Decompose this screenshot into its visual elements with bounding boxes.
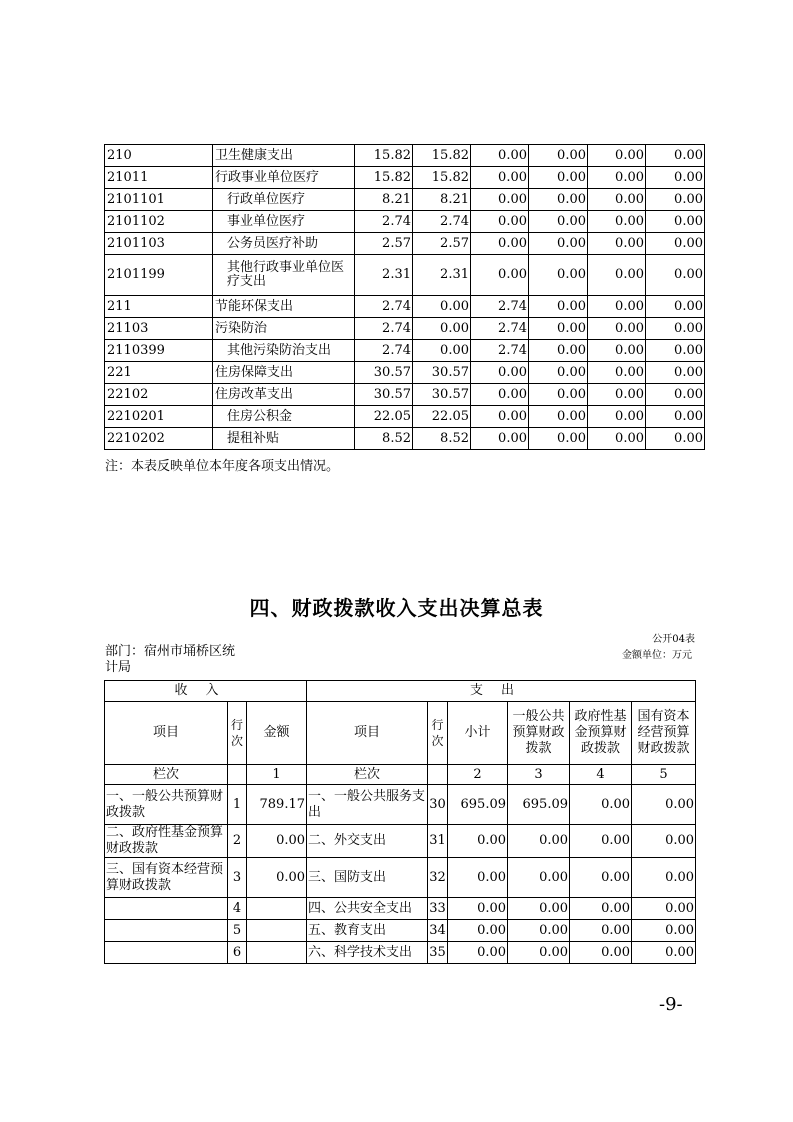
table-row [105,255,705,296]
amount-cell: 2.74 [355,296,413,318]
income-amount: 0.00 [247,858,307,898]
department-label: 部门：宿州市埇桥区统计局 [105,644,236,675]
amount-cell: 22.05 [355,406,413,428]
form-number: 公开04表 [652,634,695,645]
expense-amount: 0.00 [570,898,632,920]
table-row [105,296,705,318]
expense-line-no: 33 [428,898,448,920]
amount-header: 金额 [247,702,307,765]
table-row [105,898,696,920]
income-item: 二、政府性基金预算财政拨款 [105,825,228,858]
income-line-no: 3 [228,858,247,898]
account-name: 提租补贴 [213,428,355,450]
income-item [105,920,228,942]
general-budget-header: 一般公共预算财政拨款 [508,702,570,765]
amount-cell: 0.00 [413,340,471,362]
amount-cell: 0.00 [646,167,705,189]
column-number: 5 [632,765,696,785]
account-code: 221 [105,362,213,384]
amount-cell: 8.21 [413,189,471,211]
amount-cell: 0.00 [646,428,705,450]
income-amount: 789.17 [247,785,307,825]
expense-amount: 0.00 [508,858,570,898]
account-code: 210 [105,145,213,167]
amount-cell: 0.00 [413,318,471,340]
amount-cell: 0.00 [529,384,588,406]
amount-cell: 0.00 [588,362,646,384]
amount-cell: 8.21 [355,189,413,211]
amount-cell: 2.74 [471,318,529,340]
amount-cell: 0.00 [529,211,588,233]
income-amount [247,920,307,942]
amount-cell: 2.57 [413,233,471,255]
income-line-no: 6 [228,942,247,964]
account-name: 住房保障支出 [213,362,355,384]
amount-cell: 0.00 [588,255,646,296]
amount-cell: 0.00 [529,189,588,211]
expense-line-no: 32 [428,858,448,898]
amount-cell: 30.57 [413,362,471,384]
expense-amount: 0.00 [570,920,632,942]
amount-cell: 0.00 [588,318,646,340]
amount-cell: 0.00 [471,362,529,384]
expense-line-header: 行次 [428,702,448,765]
income-line-no: 4 [228,898,247,920]
expense-amount: 0.00 [632,825,696,858]
account-code: 2101102 [105,211,213,233]
amount-cell: 0.00 [529,167,588,189]
amount-cell: 0.00 [646,189,705,211]
amount-cell: 0.00 [529,145,588,167]
expense-line-no: 30 [428,785,448,825]
expense-item-header: 项目 [307,702,428,765]
amount-cell: 2.57 [355,233,413,255]
expense-amount: 0.00 [632,858,696,898]
expense-item: 四、公共安全支出 [307,898,428,920]
state-capital-header: 国有资本经营预算财政拨款 [632,702,696,765]
amount-cell: 0.00 [529,318,588,340]
table-row [105,406,705,428]
income-item [105,942,228,964]
income-line-no: 1 [228,785,247,825]
income-line-no: 2 [228,825,247,858]
amount-cell: 0.00 [588,406,646,428]
amount-cell: 0.00 [646,384,705,406]
table-row [105,145,705,167]
amount-cell: 0.00 [646,406,705,428]
amount-cell: 22.05 [413,406,471,428]
amount-cell: 0.00 [646,211,705,233]
account-code: 2101199 [105,255,213,296]
expense-amount: 0.00 [570,785,632,825]
amount-cell: 0.00 [588,340,646,362]
account-code: 2101103 [105,233,213,255]
amount-cell: 0.00 [529,406,588,428]
income-amount: 0.00 [247,825,307,858]
amount-cell: 2.31 [355,255,413,296]
income-header: 收入 [105,681,307,702]
amount-cell: 0.00 [529,362,588,384]
amount-cell: 2.31 [413,255,471,296]
amount-cell: 30.57 [413,384,471,406]
amount-cell: 0.00 [646,318,705,340]
expense-amount: 0.00 [508,920,570,942]
table-row [105,318,705,340]
amount-cell: 0.00 [529,233,588,255]
amount-cell: 0.00 [646,145,705,167]
account-code: 21103 [105,318,213,340]
income-line-no: 5 [228,920,247,942]
amount-cell: 0.00 [471,167,529,189]
expense-line-no: 31 [428,825,448,858]
account-code: 2210201 [105,406,213,428]
amount-cell: 0.00 [588,233,646,255]
page-number: -9- [659,994,683,1015]
amount-cell: 0.00 [529,255,588,296]
account-name: 行政事业单位医疗 [213,167,355,189]
amount-cell: 0.00 [471,255,529,296]
amount-cell: 0.00 [471,428,529,450]
amount-cell: 15.82 [413,145,471,167]
account-name: 卫生健康支出 [213,145,355,167]
amount-cell: 0.00 [471,211,529,233]
column-number: 2 [448,765,508,785]
expense-amount: 0.00 [570,942,632,964]
amount-unit-label: 金额单位：万元 [622,650,692,661]
expense-item: 六、科学技术支出 [307,942,428,964]
amount-cell: 0.00 [646,340,705,362]
account-name: 住房改革支出 [213,384,355,406]
expense-amount: 0.00 [448,920,508,942]
amount-cell: 0.00 [588,384,646,406]
amount-cell: 8.52 [355,428,413,450]
expense-amount: 0.00 [448,858,508,898]
amount-cell: 2.74 [355,318,413,340]
income-amount [247,942,307,964]
expense-amount: 0.00 [448,942,508,964]
account-name: 事业单位医疗 [213,211,355,233]
account-code: 21011 [105,167,213,189]
account-name: 节能环保支出 [213,296,355,318]
amount-cell: 15.82 [413,167,471,189]
amount-cell: 30.57 [355,384,413,406]
amount-cell: 0.00 [471,384,529,406]
account-name: 住房公积金 [213,406,355,428]
table-row [105,211,705,233]
table-row [105,785,696,825]
expense-amount: 0.00 [508,825,570,858]
account-name: 公务员医疗补助 [213,233,355,255]
expense-line-no: 35 [428,942,448,964]
column-number: 3 [508,765,570,785]
amount-cell: 30.57 [355,362,413,384]
amount-cell: 0.00 [646,362,705,384]
income-item-header: 项目 [105,702,228,765]
expense-item: 三、国防支出 [307,858,428,898]
subtotal-header: 小计 [448,702,508,765]
amount-cell: 0.00 [471,406,529,428]
column-number: 1 [247,765,307,785]
expense-amount: 695.09 [448,785,508,825]
expense-amount: 0.00 [508,942,570,964]
table-row [105,920,696,942]
table-row [105,428,705,450]
account-name: 其他行政事业单位医疗支出 [213,255,355,296]
amount-cell: 8.52 [413,428,471,450]
table-row [105,858,696,898]
table-row [105,825,696,858]
amount-cell: 2.74 [413,211,471,233]
expense-line-no: 34 [428,920,448,942]
expense-amount: 0.00 [632,785,696,825]
amount-cell: 0.00 [413,296,471,318]
expense-amount: 0.00 [448,898,508,920]
table-row [105,189,705,211]
amount-cell: 0.00 [471,145,529,167]
amount-cell: 0.00 [588,296,646,318]
account-name: 其他污染防治支出 [213,340,355,362]
account-code: 2210202 [105,428,213,450]
table-note: 注：本表反映单位本年度各项支出情况。 [105,459,340,474]
amount-cell: 0.00 [588,211,646,233]
expense-amount: 695.09 [508,785,570,825]
amount-cell: 0.00 [529,428,588,450]
income-item: 三、国有资本经营预算财政拨款 [105,858,228,898]
expense-header: 支出 [307,681,696,702]
income-line-header: 行次 [228,702,247,765]
expense-amount: 0.00 [570,825,632,858]
expense-amount: 0.00 [448,825,508,858]
table-row [105,362,705,384]
table-row [105,233,705,255]
expense-item: 二、外交支出 [307,825,428,858]
amount-cell: 0.00 [646,233,705,255]
account-code: 2110399 [105,340,213,362]
expense-detail-table [104,144,705,450]
expense-amount: 0.00 [570,858,632,898]
amount-cell: 0.00 [529,340,588,362]
amount-cell: 0.00 [471,189,529,211]
column-label: 栏次 [105,765,228,785]
amount-cell: 0.00 [588,189,646,211]
income-item [105,898,228,920]
account-name: 污染防治 [213,318,355,340]
income-amount [247,898,307,920]
account-code: 22102 [105,384,213,406]
income-item: 一、一般公共预算财政拨款 [105,785,228,825]
table-row [105,384,705,406]
account-code: 2101101 [105,189,213,211]
table-row [105,340,705,362]
expense-item: 五、教育支出 [307,920,428,942]
expense-amount: 0.00 [632,898,696,920]
amount-cell: 2.74 [355,340,413,362]
amount-cell: 0.00 [588,167,646,189]
table-row [105,942,696,964]
amount-cell: 0.00 [529,296,588,318]
amount-cell: 0.00 [646,255,705,296]
amount-cell: 2.74 [355,211,413,233]
account-code: 211 [105,296,213,318]
fiscal-summary-table [104,680,696,964]
amount-cell: 15.82 [355,167,413,189]
column-number: 4 [570,765,632,785]
amount-cell: 0.00 [588,428,646,450]
amount-cell: 2.74 [471,296,529,318]
amount-cell: 0.00 [646,296,705,318]
amount-cell: 0.00 [471,233,529,255]
expense-item: 一、一般公共服务支出 [307,785,428,825]
column-label: 栏次 [307,765,428,785]
section-title: 四、财政拨款收入支出决算总表 [249,596,544,620]
expense-amount: 0.00 [632,942,696,964]
expense-amount: 0.00 [508,898,570,920]
table-row [105,167,705,189]
account-name: 行政单位医疗 [213,189,355,211]
expense-amount: 0.00 [632,920,696,942]
amount-cell: 15.82 [355,145,413,167]
fund-budget-header: 政府性基金预算财政拨款 [570,702,632,765]
amount-cell: 0.00 [588,145,646,167]
amount-cell: 2.74 [471,340,529,362]
